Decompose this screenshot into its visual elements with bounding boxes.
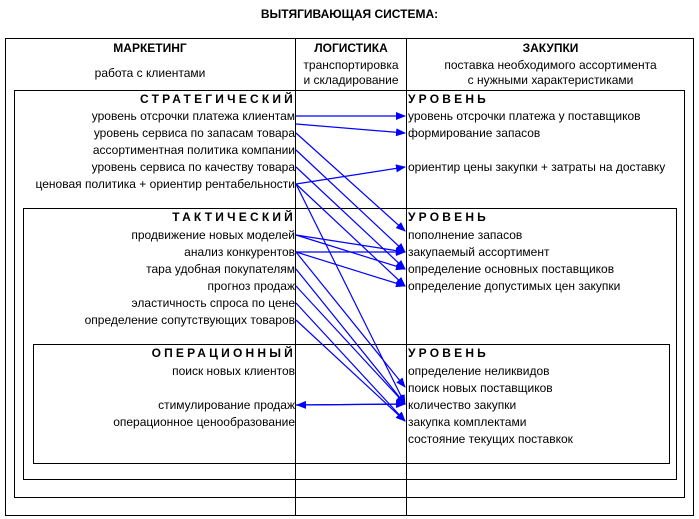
tactical-left-item: анализ конкурентов (184, 245, 295, 259)
strategic-left-item: ценовая политика + ориентир рентабельности (35, 177, 295, 191)
logistics-subtitle-1: транспортировка (303, 58, 399, 72)
strategic-right-item: уровень отсрочки платежа у поставщиков (408, 109, 641, 123)
tactical-left-item: тара удобная покупателям (146, 262, 295, 276)
arrow (296, 404, 405, 405)
arrow (296, 303, 405, 421)
arrow (296, 235, 405, 252)
tactical-right-item: закупаемый ассортимент (408, 245, 550, 259)
strategic-right-item: ориентир цены закупки + затраты на доставку (408, 160, 666, 174)
strategic-left-item: уровень сервиса по качеству товара (91, 160, 295, 174)
arrow (296, 286, 405, 404)
tactical-right-item: пополнение запасов (408, 228, 523, 242)
strategic-left-item: уровень сервиса по запасам товара (93, 126, 295, 140)
tactical-left-item: продвижение новых моделей (131, 228, 295, 242)
tactical-right-item: определение допустимых цен закупки (408, 279, 621, 293)
operational-left-item: стимулирование продаж (158, 398, 295, 412)
arrow (296, 252, 405, 286)
operational-right-item: состояние текущих поставкок (408, 432, 573, 446)
marketing-subtitle: работа с клиентами (94, 66, 206, 80)
strategic-right-item: формирование запасов (408, 126, 541, 140)
operational-level-right-label: УРОВЕНЬ (408, 346, 490, 360)
arrow (296, 269, 405, 404)
marketing-header: МАРКЕТИНГ (113, 41, 187, 55)
tactical-left-item: прогноз продаж (207, 279, 295, 293)
tactical-left-item: эластичность спроса по цене (131, 296, 295, 310)
strategic-level-label: СТРАТЕГИЧЕСКИЙ (140, 92, 296, 106)
diagram-title: ВЫТЯГИВАЮЩАЯ СИСТЕМА: (260, 7, 439, 21)
purchasing-header: ЗАКУПКИ (522, 41, 579, 55)
arrow (296, 252, 405, 387)
tactical-right-item: определение основных поставщиков (408, 262, 615, 276)
tactical-level-right-label: УРОВЕНЬ (408, 210, 490, 224)
logistics-header: ЛОГИСТИКА (314, 41, 388, 55)
operational-right-item: количество закупки (408, 398, 517, 412)
operational-left-item: операционное ценообразование (113, 415, 295, 429)
operational-left-item: поиск новых клиентов (172, 364, 295, 378)
strategic-left-item: уровень отсрочки платежа клиентам (91, 109, 295, 123)
arrow (296, 124, 405, 133)
arrow (296, 150, 405, 252)
tactical-level-label: ТАКТИЧЕСКИЙ (172, 210, 296, 224)
arrow (296, 184, 405, 286)
tactical-left-item: определение сопутствующих товаров (84, 313, 295, 327)
operational-right-item: закупка комплектами (408, 415, 527, 429)
strategic-level-right-label: УРОВЕНЬ (408, 92, 490, 106)
operational-right-item: определение неликвидов (408, 364, 550, 378)
logistics-subtitle-2: и складирование (303, 73, 399, 87)
purchasing-subtitle-2: с нужными характеристиками (467, 73, 634, 87)
operational-level-label: ОПЕРАЦИОННЫЙ (151, 346, 296, 360)
purchasing-subtitle-1: поставка необходимого ассортимента (444, 58, 657, 72)
strategic-left-item: ассортиментная политика компании (92, 143, 295, 157)
operational-right-item: поиск новых поставщиков (408, 381, 553, 395)
